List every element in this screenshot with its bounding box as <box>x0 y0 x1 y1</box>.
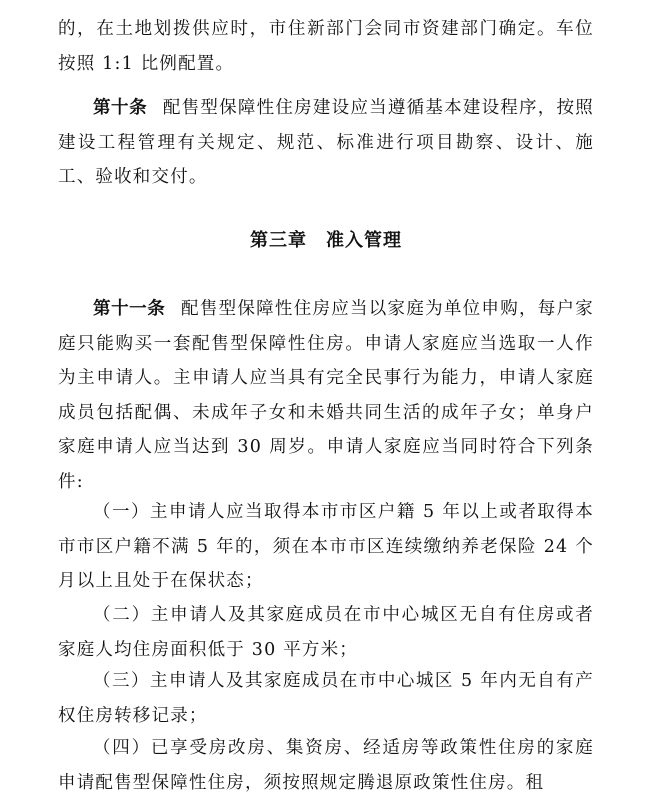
article-11 <box>58 292 594 499</box>
condition-item-3: （三）主申请人及其家庭成员在市中心城区 5 年内无自有产权住房转移记录； <box>58 671 594 726</box>
paragraph-continuation: 的，在土地划拨供应时，市住新部门会同市资建部门确定。车位按照 1:1 比例配置。 <box>58 19 594 74</box>
condition-item-2: （二）主申请人及其家庭成员在市中心城区无自有住房或者家庭人均住房面积低于 30 平方米； <box>58 605 594 660</box>
condition-item-1: （一）主申请人应当取得本市市区户籍 5 年以上或者取得本市市区户籍不满 5 年的，须在本市市区连续缴纳养老保险 24 个月以上且处于在保状态； <box>58 502 594 591</box>
article-number: 第十条 <box>93 98 148 118</box>
article-10 <box>58 91 594 195</box>
article-text: 配售型保障性住房建设应当遵循基本建设程序，按照建设工程管理有关规定、规范、标准进行项目勘察、设计、施工、验收和交付。 <box>58 98 594 187</box>
article-text: 配售型保障性住房应当以家庭为单位申购，每户家庭只能购买一套配售型保障性住房。申请人家庭应当选取一人作为主申请人。主申请人应当具有完全民事行为能力，申请人家庭成员包括配偶、未成年子女和未婚共同生活的成年子女；单身户家庭申请人应当达到 30 周岁。申请人家庭应当同时符合下列条件: <box>58 299 594 492</box>
condition-item-4: （四）已享受房改房、集资房、经适房等政策性住房的家庭申请配售型保障性住房，须按照规定腾退原政策性住房。租 <box>58 738 594 793</box>
article-number: 第十一条 <box>93 299 166 319</box>
chapter-heading: 第三章 准入管理 <box>250 230 402 251</box>
